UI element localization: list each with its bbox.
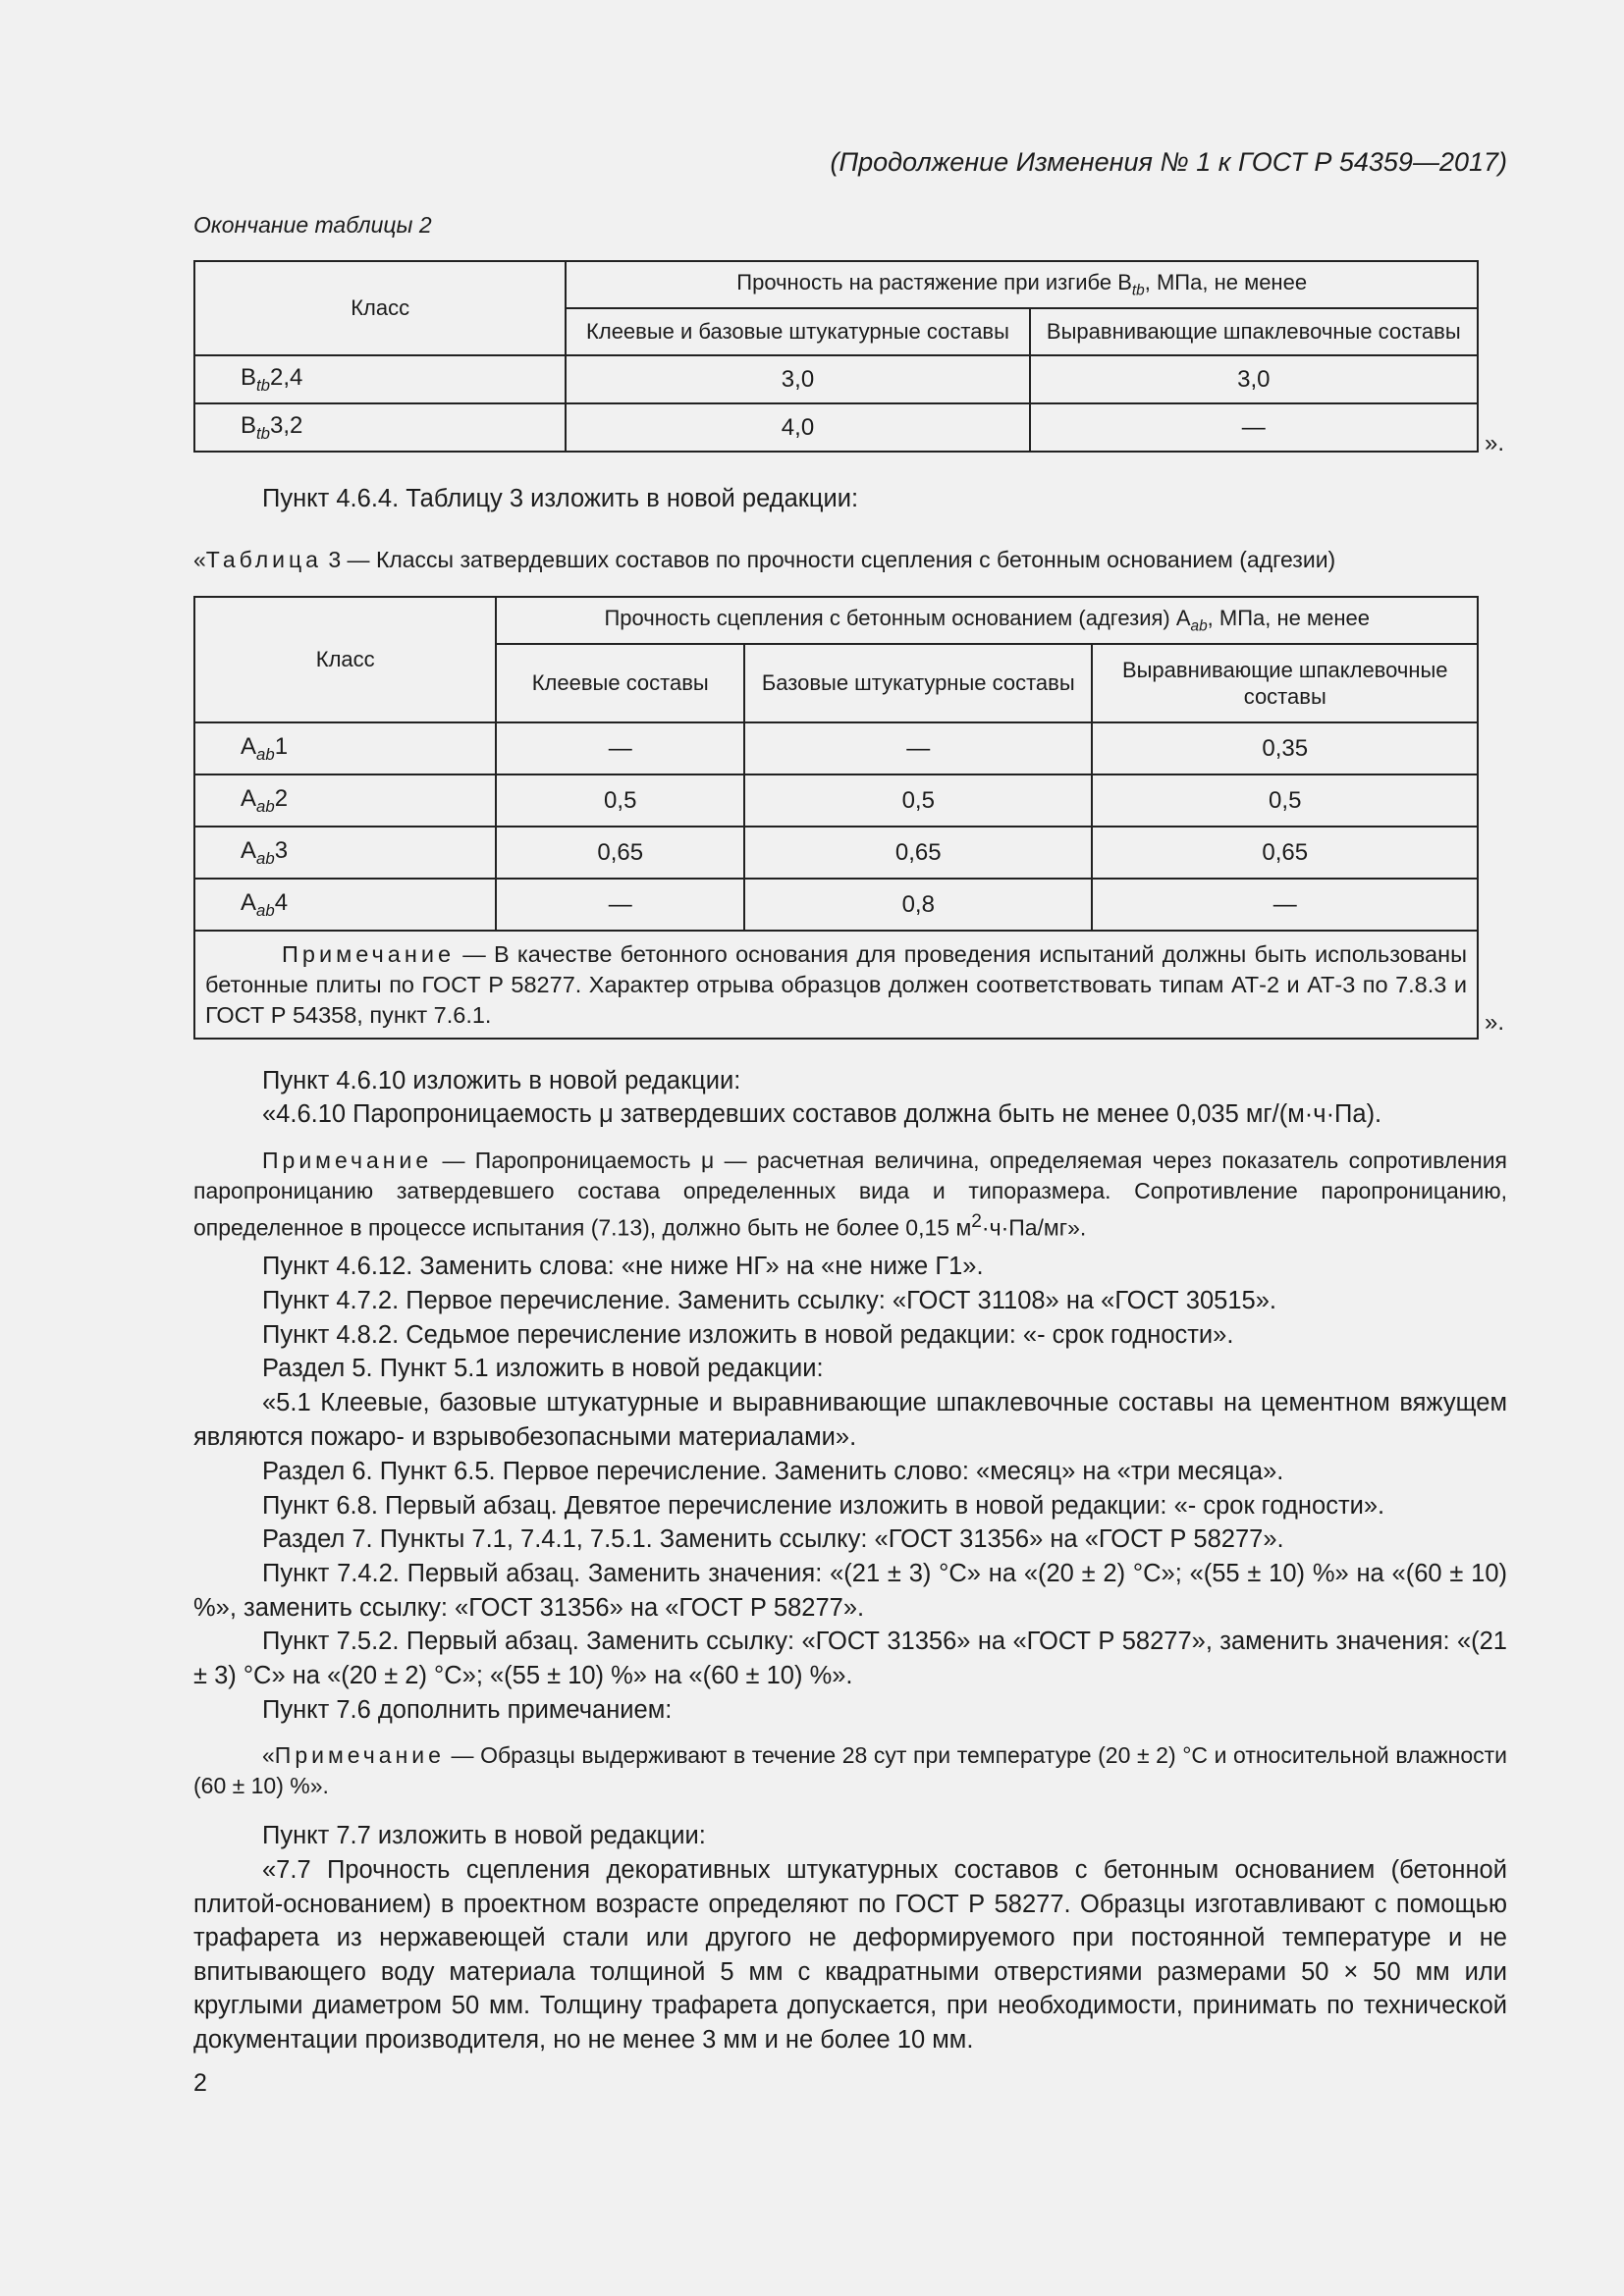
table3-subhead: Выравнивающие шпаклевочные составы — [1092, 644, 1478, 722]
table2-subhead: Выравнивающие шпаклевочные составы — [1030, 308, 1478, 355]
table2-head-group: Прочность на растяжение при изгибе $B_{tb}$, МПа, не менее — [566, 261, 1478, 308]
table3-cell: — — [744, 722, 1092, 774]
table2-closing-quote: ». — [1485, 430, 1505, 456]
table3-title: «Таблица 3 — Классы затвердевших составов по прочности сцепления с бетонным основанием (адгезии) — [193, 547, 1336, 572]
table3-closing-quote: ». — [1485, 1009, 1505, 1036]
para-4-6-10: Пункт 4.6.10 изложить в новой редакции: — [262, 1067, 741, 1095]
note-vapor: Примечание — Паропроницаемость μ — расчетная величина, определяемая через показатель сопротивления паропроницанию затвердевшего состава определенных вида и типоразмера. Сопротивление паропроницанию, определенное в процессе испытания (7.13), должно быть не более 0,15 $м^2\cdot ч\cdot Па/мг$». — [193, 1148, 1507, 1241]
para-4-6-12: Пункт 4.6.12. Заменить слова: «не ниже НГ» на «не ниже Г1». — [262, 1253, 984, 1280]
para-5-1-quote: «5.1 Клеевые, базовые штукатурные и выравнивающие шпаклевочные составы на цементном вяжущем являются пожаро- и взрывобезопасными материалами». — [193, 1389, 1507, 1451]
table2-cell-class: $B_{tb}2,4$ — [194, 355, 566, 403]
table3-cell-class: $A_{ab}2$ — [194, 774, 496, 827]
table3-cell: 0,5 — [1092, 774, 1478, 827]
table3-head-group: Прочность сцепления с бетонным основанием (адгезия) $A_{ab}$, МПа, не менее — [496, 597, 1478, 644]
para-6-8: Пункт 6.8. Первый абзац. Девятое перечисление изложить в новой редакции: «- срок годности». — [262, 1492, 1385, 1520]
table-row — [194, 827, 1478, 879]
table3-cell-class: $A_{ab}4$ — [194, 879, 496, 931]
table-row — [194, 355, 1478, 403]
table3-cell: — — [1092, 879, 1478, 931]
para-7-7-quote: «7.7 Прочность сцепления декоративных штукатурных составов с бетонным основанием (бетонной плитой-основанием) в проектном возрасте определяют по ГОСТ Р 58277. Образцы изготавливают с помощью трафарета из нержавеющей стали или другого не деформируемого при постоянной температуре и не впитывающего воду материала толщиной 5 мм с квадратными отверстиями размерами 50 × 50 мм или круглыми диаметром 50 мм. Толщину трафарета допускается, при необходимости, принимать по технической документации производителя, но не менее 3 мм и не более 10 мм. — [193, 1856, 1507, 2054]
table3-cell: 0,5 — [496, 774, 744, 827]
table3-note: Примечание — В качестве бетонного основания для проведения испытаний должны быть использованы бетонные плиты по ГОСТ Р 58277. Характер отрыва образцов должен соответствовать типам АТ-2 и АТ-3 по 7.8.3 и ГОСТ Р 54358, пункт 7.6.1. — [194, 931, 1478, 1039]
table-row — [194, 403, 1478, 452]
table2-head-class: Класс — [194, 261, 566, 355]
table2-cell: — — [1030, 403, 1478, 452]
table3-cell-class: $A_{ab}1$ — [194, 722, 496, 774]
para-4-8-2: Пункт 4.8.2. Седьмое перечисление изложить в новой редакции: «- срок годности». — [262, 1321, 1234, 1349]
table2-cell: 3,0 — [1030, 355, 1478, 403]
table2-subhead: Клеевые и базовые штукатурные составы — [566, 308, 1029, 355]
para-7-7: Пункт 7.7 изложить в новой редакции: — [262, 1822, 706, 1849]
table3-cell: 0,65 — [1092, 827, 1478, 879]
page-number: 2 — [193, 2069, 207, 2097]
table3-cell-class: $A_{ab}3$ — [194, 827, 496, 879]
table3 — [193, 596, 1479, 1040]
para-7-4-2: Пункт 7.4.2. Первый абзац. Заменить значения: «(21 ± 3) °С» на «(20 ± 2) °С»; «(55 ± 10) %» на «(60 ± 10) %», заменить ссылку: «ГОСТ 31356» на «ГОСТ Р 58277». — [193, 1560, 1507, 1622]
table2-cell: 3,0 — [566, 355, 1029, 403]
table3-cell: 0,35 — [1092, 722, 1478, 774]
table-row — [194, 722, 1478, 774]
table2-cell: 4,0 — [566, 403, 1029, 452]
para-7-6: Пункт 7.6 дополнить примечанием: — [262, 1696, 673, 1724]
para-7-5-2: Пункт 7.5.2. Первый абзац. Заменить ссылку: «ГОСТ 31356» на «ГОСТ Р 58277», заменить значения: «(21 ± 3) °С» на «(20 ± 2) °С»; «(55 ± 10) %» на «(60 ± 10) %». — [193, 1628, 1507, 1689]
para-4-7-2: Пункт 4.7.2. Первое перечисление. Заменить ссылку: «ГОСТ 31108» на «ГОСТ 30515». — [262, 1287, 1276, 1314]
table3-subhead: Клеевые составы — [496, 644, 744, 722]
table3-cell: 0,65 — [744, 827, 1092, 879]
running-header: (Продолжение Изменения № 1 к ГОСТ Р 54359—2017) — [830, 147, 1507, 177]
table3-cell: — — [496, 722, 744, 774]
para-4-6-4: Пункт 4.6.4. Таблицу 3 изложить в новой редакции: — [262, 485, 859, 512]
table2 — [193, 260, 1479, 453]
table-row — [194, 774, 1478, 827]
para-section-5: Раздел 5. Пункт 5.1 изложить в новой редакции: — [262, 1355, 824, 1382]
table3-head-class: Класс — [194, 597, 496, 722]
table3-cell: 0,8 — [744, 879, 1092, 931]
table3-cell: — — [496, 879, 744, 931]
note-samples: «Примечание — Образцы выдерживают в течение 28 сут при температуре (20 ± 2) °С и относительной влажности (60 ± 10) %». — [193, 1742, 1507, 1798]
table2-caption: Окончание таблицы 2 — [193, 212, 432, 238]
table-row — [194, 879, 1478, 931]
table3-subhead: Базовые штукатурные составы — [744, 644, 1092, 722]
para-6-5: Раздел 6. Пункт 6.5. Первое перечисление. Заменить слово: «месяц» на «три месяца». — [262, 1458, 1284, 1485]
table2-cell-class: $B_{tb}3,2$ — [194, 403, 566, 452]
para-4-6-10-quote: «4.6.10 Паропроницаемость μ затвердевших составов должна быть не менее 0,035 мг/(м·ч·Па). — [262, 1100, 1382, 1128]
para-section-7: Раздел 7. Пункты 7.1, 7.4.1, 7.5.1. Заменить ссылку: «ГОСТ 31356» на «ГОСТ Р 58277». — [262, 1525, 1284, 1553]
table3-cell: 0,5 — [744, 774, 1092, 827]
table3-cell: 0,65 — [496, 827, 744, 879]
